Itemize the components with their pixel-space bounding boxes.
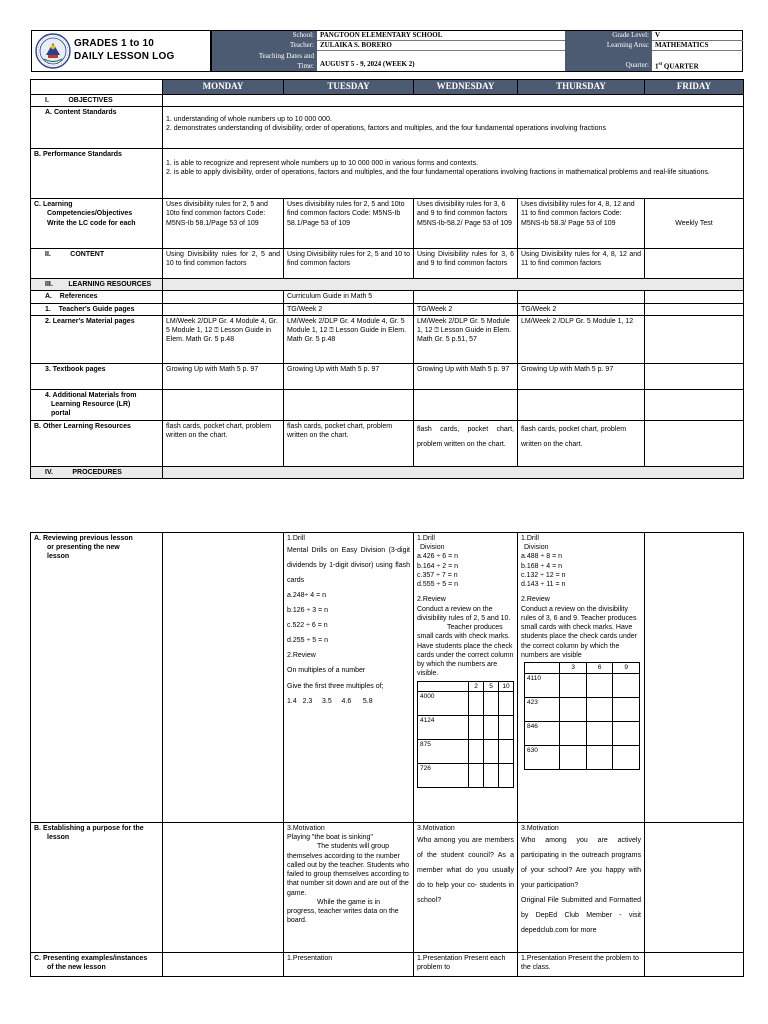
resources-label: III. LEARNING RESOURCES bbox=[31, 279, 163, 291]
resources-empty bbox=[163, 279, 744, 291]
wed-grid-cell bbox=[499, 764, 514, 788]
wed-grid-number: 4000 bbox=[418, 692, 469, 716]
wed-grid-col-10: 10 bbox=[499, 681, 514, 692]
tb-friday bbox=[645, 363, 744, 389]
quarter-number: 1 bbox=[655, 62, 659, 71]
wed-grid-number: 4124 bbox=[418, 716, 469, 740]
wed-grid-cell bbox=[469, 692, 484, 716]
dates-label-line-1: Teaching Dates and bbox=[258, 52, 314, 60]
wed-grid-row bbox=[418, 764, 514, 788]
tb-wednesday: Growing Up with Math 5 p. 97 bbox=[414, 363, 518, 389]
thu-grid-row bbox=[525, 745, 640, 769]
tg-tuesday: TG/Week 2 bbox=[284, 303, 414, 315]
textbook-row bbox=[31, 363, 744, 389]
grade-value: V bbox=[652, 31, 743, 41]
content-label: II. CONTENT bbox=[31, 249, 163, 279]
thu-grid-number: 423 bbox=[525, 697, 560, 721]
wed-grid-cell bbox=[469, 740, 484, 764]
procedures-row bbox=[31, 466, 744, 478]
thu-grid-cell bbox=[560, 673, 587, 697]
thu-review-text: Conduct a review on the divisibility rules of 3, 6 and 9. Teacher produces small cards with check marks. Have students place the check cards under the correct column by which the numbers are visible bbox=[521, 605, 637, 659]
school-info-panel bbox=[211, 30, 743, 72]
learners-material-row bbox=[31, 315, 744, 363]
wed-grid-number: 726 bbox=[418, 764, 469, 788]
thu-grid-row bbox=[525, 673, 640, 697]
learners-material-label: 2. Learner's Material pages bbox=[31, 315, 163, 363]
refs-monday bbox=[163, 291, 284, 303]
day-wednesday: WEDNESDAY bbox=[414, 80, 518, 95]
presenting-label-1: C. Presenting examples/instances bbox=[34, 955, 148, 962]
wed-grid-cell bbox=[484, 740, 499, 764]
grade-label: Grade Level: bbox=[565, 31, 652, 41]
purpose-tuesday bbox=[284, 823, 414, 953]
purpose-label bbox=[31, 823, 163, 953]
teachers-guide-row bbox=[31, 303, 744, 315]
lm-monday: LM/Week 2/DLP Gr. 4 Module 4, Gr. 5 Module 1, 12 ⍰ Lesson Guide in Elem. Math Gr. 5 p.48 bbox=[163, 315, 284, 363]
objectives-empty bbox=[163, 94, 744, 106]
competencies-label-2: Competencies/Objectives bbox=[47, 210, 133, 218]
additional-label-2: Learning Resource (LR) bbox=[51, 401, 131, 409]
wed-review-title: 2.Review bbox=[417, 596, 446, 604]
content-tuesday: Using Divisibility rules for 2, 5 and 10 to find common factors bbox=[284, 249, 414, 279]
add-tuesday bbox=[284, 389, 414, 420]
purpose-monday bbox=[163, 823, 284, 953]
teachers-guide-label: 1. Teacher's Guide pages bbox=[31, 303, 163, 315]
wed-grid-corner bbox=[418, 681, 469, 692]
comp-monday: Uses divisibility rules for 2, 5 and 10to find common factors Code: M5NS-Ib 58.1/Page 53 of 109 bbox=[163, 199, 284, 249]
wed-motivation-text: Who among you are members of the student council? As a member what do you usually do to help your co- students in school? bbox=[417, 837, 514, 905]
thu-grid-cell bbox=[613, 721, 640, 745]
tb-tuesday: Growing Up with Math 5 p. 97 bbox=[284, 363, 414, 389]
wed-drill-title: 1.Drill bbox=[417, 535, 435, 542]
review-monday bbox=[163, 533, 284, 823]
purpose-label-1: B. Establishing a purpose for the bbox=[34, 825, 144, 832]
wed-grid-cell bbox=[499, 692, 514, 716]
thu-grid-corner bbox=[525, 663, 560, 674]
lm-friday bbox=[645, 315, 744, 363]
thu-grid-row bbox=[525, 721, 640, 745]
thu-grid-col-3: 3 bbox=[560, 663, 587, 674]
add-monday bbox=[163, 389, 284, 420]
performance-standard-1: 1. is able to recognize and represent whole numbers up to 10 000 000 in various forms and contexts. bbox=[166, 160, 479, 168]
performance-standards-text bbox=[163, 149, 744, 199]
content-monday: Using Divisibility rules for 2, 5 and 10 to find common factors bbox=[163, 249, 284, 279]
additional-materials-row bbox=[31, 389, 744, 420]
add-wednesday bbox=[414, 389, 518, 420]
lm-wednesday: LM/Week 2/DLP Gr. 5 Module 1, 12 ⍰ Lesson Guide in Elem. Math Gr. 5 p.51, 57 bbox=[414, 315, 518, 363]
title-line-2: DAILY LESSON LOG bbox=[74, 51, 175, 62]
tue-review-title: 2.Review bbox=[287, 652, 316, 660]
refs-tuesday: Curriculum Guide in Math 5 bbox=[284, 291, 414, 303]
area-value: MATHEMATICS bbox=[652, 41, 743, 51]
day-thursday: THURSDAY bbox=[518, 80, 645, 95]
thu-motivation-text-2: Original File Submitted and Formatted by DepEd Club Member - visit depedclub.com for more bbox=[521, 897, 641, 935]
review-label-2: or presenting the new bbox=[47, 544, 120, 552]
additional-label-1: 4. Additional Materials from bbox=[45, 391, 137, 399]
tue-drill-item: b.126 ÷ 3 = n bbox=[287, 607, 329, 615]
purpose-friday bbox=[645, 823, 744, 953]
thu-grid-number: 846 bbox=[525, 721, 560, 745]
dates-label-line-2: Time: bbox=[297, 62, 314, 70]
daily-lesson-table bbox=[30, 79, 744, 479]
thu-grid-cell bbox=[586, 745, 613, 769]
review-tuesday bbox=[284, 533, 414, 823]
lm-thursday: LM/Week 2 /DLP Gr. 5 Module 1, 12 bbox=[518, 315, 645, 363]
other-thursday: flash cards, pocket chart, problem written on the chart. bbox=[518, 420, 645, 466]
procedures-label: IV. PROCEDURES bbox=[31, 466, 163, 478]
wed-grid-number: 875 bbox=[418, 740, 469, 764]
thu-motivation-text: Who among you are actively participating in the outreach programs of your school? Are you happy with your participation? bbox=[521, 837, 641, 890]
thu-drill-item: c.132 ÷ 12 = n bbox=[521, 571, 566, 579]
objectives-label: I. OBJECTIVES bbox=[31, 94, 163, 106]
comp-thursday: Uses divisibility rules for 4, 8, 12 and 11 to find common factors Code: M5NS-Ib 58.3/ Page 53 of 109 bbox=[518, 199, 645, 249]
review-row bbox=[31, 533, 744, 823]
content-standards-text bbox=[163, 107, 744, 149]
performance-standards-label: B. Performance Standards bbox=[31, 149, 163, 199]
textbook-label: 3. Textbook pages bbox=[31, 363, 163, 389]
thu-grid-number: 630 bbox=[525, 745, 560, 769]
other-resources-label: B. Other Learning Resources bbox=[31, 420, 163, 466]
wed-grid-row bbox=[418, 692, 514, 716]
thu-drill-sub: Division bbox=[524, 544, 549, 552]
thu-drill-item: b.168 ÷ 4 = n bbox=[521, 562, 563, 570]
other-wednesday: flash cards, pocket chart, problem written on the chart. bbox=[414, 420, 518, 466]
content-standard-2: 2. demonstrates understanding of divisibility, order of operations, factors and multiples, and the four fundamental operations involving fractions bbox=[166, 125, 606, 133]
thu-motivation-title: 3.Motivation bbox=[521, 825, 559, 832]
wed-grid-cell bbox=[484, 692, 499, 716]
refs-thursday bbox=[518, 291, 645, 303]
tue-motivation-text-2: While the game is in progress, teacher writes data on the board. bbox=[287, 898, 399, 925]
quarter-suffix: st bbox=[658, 62, 663, 67]
dates-value: AUGUST 5 - 9, 2024 (WEEK 2) bbox=[320, 60, 415, 68]
title-box bbox=[31, 30, 211, 72]
review-label-3: lesson bbox=[47, 553, 70, 561]
day-friday: FRIDAY bbox=[645, 80, 744, 95]
content-standard-1: 1. understanding of whole numbers up to 10 000 000. bbox=[166, 116, 332, 124]
tue-motivation-game: Playing "the boat is sinking" bbox=[287, 834, 373, 842]
tue-drill-title: 1.Drill bbox=[287, 535, 305, 542]
tg-thursday: TG/Week 2 bbox=[518, 303, 645, 315]
additional-label-3: portal bbox=[51, 410, 71, 418]
thu-grid-cell bbox=[613, 673, 640, 697]
refs-wednesday bbox=[414, 291, 518, 303]
tue-drill-item: a.248÷ 4 = n bbox=[287, 592, 327, 600]
comp-friday: Weekly Test bbox=[645, 199, 744, 249]
thu-grid-cell bbox=[586, 673, 613, 697]
other-friday bbox=[645, 420, 744, 466]
wed-grid-col-2: 2 bbox=[469, 681, 484, 692]
deped-seal-icon bbox=[35, 33, 71, 69]
content-wednesday: Using Divisibility rules for 3, 6 and 9 to find common factors bbox=[414, 249, 518, 279]
procedures-table bbox=[30, 532, 744, 977]
review-friday bbox=[645, 533, 744, 823]
wed-grid-cell bbox=[484, 764, 499, 788]
wed-drill-item: d.555 ÷ 5 = n bbox=[417, 581, 459, 589]
present-friday bbox=[645, 953, 744, 977]
quarter-value bbox=[652, 60, 743, 71]
day-header-row bbox=[31, 80, 744, 95]
teacher-value: ZULAIKA S. BORERO bbox=[317, 41, 565, 51]
presenting-label-2: of the new lesson bbox=[47, 964, 106, 972]
quarter-label: Quarter: bbox=[565, 51, 652, 71]
purpose-wednesday bbox=[414, 823, 518, 953]
wed-motivation-title: 3.Motivation bbox=[417, 825, 455, 832]
wed-grid-head bbox=[418, 681, 514, 692]
tue-drill-intro: Mental Drills on Easy Division (3-digit dividends by 1-digit divisor) using flash cards bbox=[287, 547, 410, 585]
wed-drill-sub: Division bbox=[420, 544, 445, 552]
thu-grid-cell bbox=[613, 697, 640, 721]
content-standards-label: A. Content Standards bbox=[31, 107, 163, 149]
competencies-label bbox=[31, 199, 163, 249]
tue-review-multiples: 1.4 2.3 3.5 4.6 5.8 bbox=[287, 697, 373, 705]
wed-grid-cell bbox=[499, 740, 514, 764]
wed-drill-item: c.357 ÷ 7 = n bbox=[417, 571, 458, 579]
wed-grid-cell bbox=[469, 716, 484, 740]
present-monday bbox=[163, 953, 284, 977]
thu-drill-title: 1.Drill bbox=[521, 535, 539, 542]
tue-motivation-text: The students will group themselves according to the number called out by the teacher. Students who failed to group themselves according to that number sit down and are out of the game. bbox=[287, 843, 410, 897]
thu-grid-cell bbox=[560, 697, 587, 721]
area-label: Learning Area: bbox=[565, 41, 652, 51]
thu-drill-item: d.143 ÷ 11 = n bbox=[521, 581, 566, 589]
wed-grid-col-5: 5 bbox=[484, 681, 499, 692]
present-wednesday: 1.Presentation Present each problem to bbox=[414, 953, 518, 977]
teacher-label: Teacher: bbox=[212, 41, 317, 51]
wed-review-text-2: Teacher produces small cards with check marks. Have students place the check cards under the correct column by which the numbers are visible. bbox=[417, 624, 514, 678]
references-row bbox=[31, 291, 744, 303]
wed-review-text: Conduct a review on the divisibility rules of 2, 5 and 10. bbox=[417, 605, 511, 622]
lesson-log-header bbox=[31, 30, 743, 72]
tg-monday bbox=[163, 303, 284, 315]
performance-standard-2: 2. is able to apply divisibility, order of operations, factors and multiples, and the four fundamental operations involving fractions in mathematical problems and real-life situations. bbox=[166, 169, 710, 177]
wed-drill-item: a.426 ÷ 6 = n bbox=[417, 553, 459, 561]
content-friday bbox=[645, 249, 744, 279]
thu-grid-cell bbox=[586, 721, 613, 745]
thu-grid-head bbox=[525, 663, 640, 674]
references-label: A. References bbox=[31, 291, 163, 303]
tb-thursday: Growing Up with Math 5 p. 97 bbox=[518, 363, 645, 389]
content-row bbox=[31, 249, 744, 279]
review-label-1: A. Reviewing previous lesson bbox=[34, 535, 133, 542]
title-line-1: GRADES 1 to 10 bbox=[74, 38, 155, 49]
thu-grid-col-6: 6 bbox=[586, 663, 613, 674]
tg-wednesday: TG/Week 2 bbox=[414, 303, 518, 315]
performance-standards-row bbox=[31, 149, 744, 199]
procedures-empty bbox=[163, 466, 744, 478]
thu-grid-cell bbox=[560, 721, 587, 745]
purpose-thursday bbox=[518, 823, 645, 953]
review-label bbox=[31, 533, 163, 823]
tg-friday bbox=[645, 303, 744, 315]
thu-grid-number: 4110 bbox=[525, 673, 560, 697]
present-tuesday: 1.Presentation bbox=[284, 953, 414, 977]
thu-grid-cell bbox=[586, 697, 613, 721]
purpose-label-2: lesson bbox=[47, 834, 70, 842]
tue-motivation-title: 3.Motivation bbox=[287, 825, 325, 832]
day-tuesday: TUESDAY bbox=[284, 80, 414, 95]
other-tuesday: flash cards, pocket chart, problem written on the chart. bbox=[284, 420, 414, 466]
thu-review-title: 2.Review bbox=[521, 596, 550, 604]
lm-tuesday: LM/Week 2/DLP Gr. 4 Module 4, Gr. 5 Module 1, 12 ⍰ Lesson Guide in Elem. Math Gr. 5 p.48 bbox=[284, 315, 414, 363]
refs-friday bbox=[645, 291, 744, 303]
presenting-label bbox=[31, 953, 163, 977]
tue-drill-item: d.255 ÷ 5 = n bbox=[287, 637, 329, 645]
thu-drill-item: a.488 ÷ 8 = n bbox=[521, 553, 563, 561]
resources-row bbox=[31, 279, 744, 291]
comp-tuesday: Uses divisibility rules for 2, 5 and 10to find common factors Code: M5NS-Ib 58.1/Page 53 of 109 bbox=[284, 199, 414, 249]
school-label: School: bbox=[212, 31, 317, 41]
thu-grid-row bbox=[525, 697, 640, 721]
day-monday: MONDAY bbox=[163, 80, 284, 95]
competencies-row bbox=[31, 199, 744, 249]
comp-wednesday: Uses divisibility rules for 3, 6 and 9 to find common factors M5NS-Ib-58.2/ Page 53 of 109 bbox=[414, 199, 518, 249]
objectives-row bbox=[31, 94, 744, 106]
wed-drill-item: b.164 ÷ 2 = n bbox=[417, 562, 459, 570]
tue-review-text: On multiples of a number bbox=[287, 667, 366, 675]
wed-grid-row bbox=[418, 740, 514, 764]
review-wednesday bbox=[414, 533, 518, 823]
presenting-row bbox=[31, 953, 744, 977]
school-value: PANGTOON ELEMENTARY SCHOOL bbox=[317, 31, 565, 41]
wed-grid-cell bbox=[499, 716, 514, 740]
thu-grid-cell bbox=[560, 745, 587, 769]
other-resources-row bbox=[31, 420, 744, 466]
add-thursday bbox=[518, 389, 645, 420]
content-thursday: Using Divisibility rules for 4, 8, 12 and 11 to find common factors bbox=[518, 249, 645, 279]
add-friday bbox=[645, 389, 744, 420]
review-thursday bbox=[518, 533, 645, 823]
wed-grid-cell bbox=[469, 764, 484, 788]
tue-drill-item: c.522 ÷ 6 = n bbox=[287, 622, 328, 630]
corner-cell bbox=[31, 80, 163, 95]
thu-grid-cell bbox=[613, 745, 640, 769]
thu-grid-col-9: 9 bbox=[613, 663, 640, 674]
present-thursday: 1.Presentation Present the problem to the class. bbox=[518, 953, 645, 977]
tb-monday: Growing Up with Math 5 p. 97 bbox=[163, 363, 284, 389]
wed-grid-row bbox=[418, 716, 514, 740]
additional-materials-label bbox=[31, 389, 163, 420]
quarter-text: QUARTER bbox=[662, 62, 699, 71]
competencies-label-3: Write the LC code for each bbox=[47, 219, 136, 227]
other-monday: flash cards, pocket chart, problem written on the chart. bbox=[163, 420, 284, 466]
content-standards-row bbox=[31, 107, 744, 149]
competencies-label-1: C. Learning bbox=[34, 201, 73, 209]
purpose-row bbox=[31, 823, 744, 953]
wed-grid-cell bbox=[484, 716, 499, 740]
dates-label bbox=[212, 51, 317, 71]
thu-divisibility-grid bbox=[524, 662, 640, 770]
tue-review-give: Give the first three multiples of; bbox=[287, 682, 384, 690]
wed-divisibility-grid bbox=[417, 681, 514, 789]
